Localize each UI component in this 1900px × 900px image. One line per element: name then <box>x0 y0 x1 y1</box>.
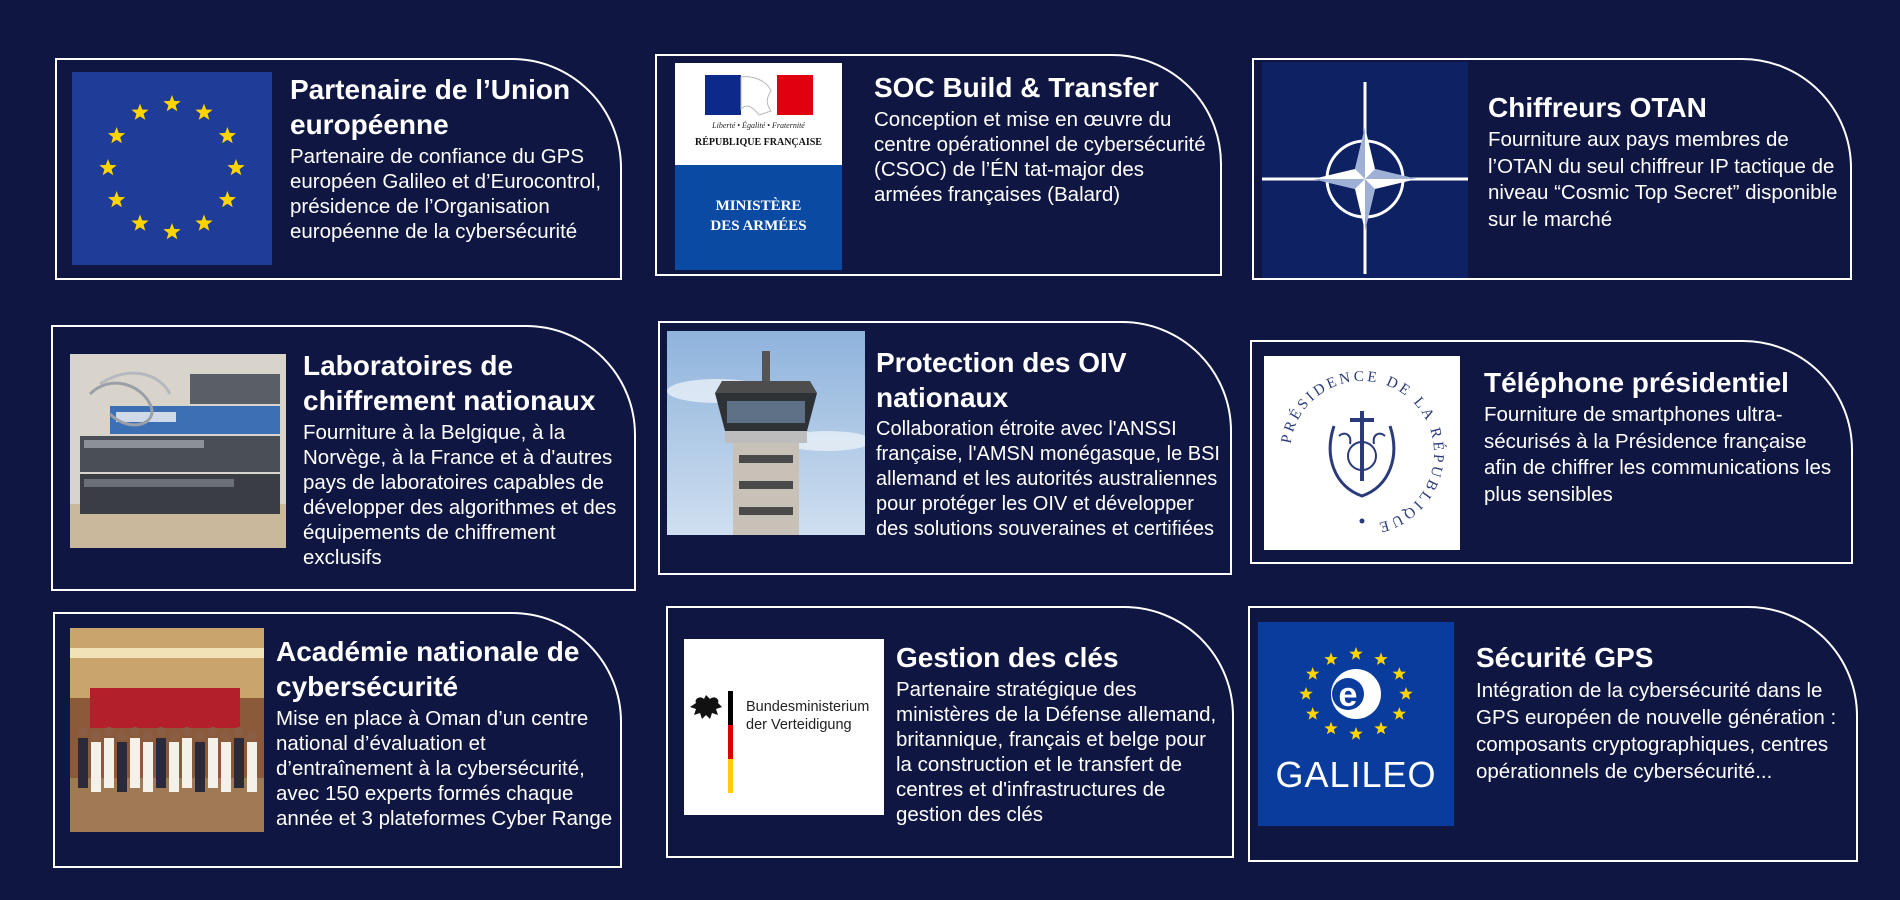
nato-emblem-image <box>1262 62 1468 280</box>
person-head <box>182 727 192 737</box>
ministry-name-line2: der Verteidigung <box>746 717 852 733</box>
equipment-photo-icon <box>70 354 286 548</box>
card-title: Chiffreurs OTAN <box>1488 92 1707 123</box>
galileo-brand-text: GALILEO <box>1275 754 1437 795</box>
card-description: Fourniture aux pays membres de l’OTAN du seul chiffreur IP tactique de niveau “Cosmic Top Secret” disponible sur le marché <box>1488 128 1838 231</box>
person-figure <box>156 738 166 788</box>
person-head <box>221 731 231 741</box>
card-gps-security <box>1248 606 1858 862</box>
person-head <box>143 731 153 741</box>
card-description: Partenaire stratégique des ministères de la Défense allemand, britannique, français et belge pour la construction et le transfert de centres et d'infrastructures de gestion des clés <box>896 678 1217 826</box>
card-nato-encryptors <box>1252 58 1852 280</box>
presidence-seal-image <box>1264 356 1460 550</box>
card-title: Téléphone présidentiel <box>1484 367 1789 398</box>
control-tower-photo <box>667 331 865 535</box>
person-head <box>247 731 257 741</box>
person-figure <box>91 742 101 792</box>
person-head <box>195 731 205 741</box>
card-cyber-academy <box>53 612 622 868</box>
card-oiv-protection <box>658 321 1232 575</box>
person-head <box>130 727 140 737</box>
person-head <box>169 731 179 741</box>
person-figure <box>104 738 114 788</box>
card-description: Fourniture à la Belgique, à la Norvège, à la France et à d'autres pays de laboratoires capables de développer des algorithmes et des équipements de chiffrement exclusifs <box>303 421 617 569</box>
svg-text:PRÉSIDENCE DE LA RÉPUBLIQUE: PRÉSIDENCE DE LA RÉPUBLIQUE <box>1278 368 1447 536</box>
ministere-armees-logo <box>675 63 842 270</box>
presidence-seal-icon <box>1264 356 1460 550</box>
person-head <box>208 727 218 737</box>
person-figure <box>143 742 153 792</box>
person-figure <box>169 742 179 792</box>
person-head <box>234 727 244 737</box>
card-title: Gestion des clés <box>896 642 1119 673</box>
card-title: SOC Build & Transfer <box>874 72 1159 103</box>
person-figure <box>208 738 218 788</box>
control-tower-icon <box>667 331 865 535</box>
bundesministerium-logo <box>684 639 884 815</box>
svg-text:e: e <box>1338 676 1358 714</box>
card-description: Mise en place à Oman d’un centre national d’évaluation et d’entraînement à la cybersécurité, avec 150 experts formés chaque année et 3 plateformes Cyber Range <box>276 707 613 830</box>
person-head <box>78 727 88 737</box>
person-figure <box>130 738 140 788</box>
card-title: Protection des OIV nationaux <box>876 347 1127 413</box>
galileo-logo-image <box>1258 622 1454 826</box>
nato-star-icon <box>1262 62 1468 280</box>
ministry-line2: DES ARMÉES <box>710 218 807 234</box>
card-eu-partner <box>55 58 622 280</box>
academy-group-photo <box>70 628 264 832</box>
person-head <box>104 727 114 737</box>
ministry-line1: MINISTÈRE <box>715 198 802 214</box>
card-key-management <box>666 606 1234 858</box>
card-title: Laboratoires de chiffrement nationaux <box>303 350 596 416</box>
person-figure <box>117 742 127 792</box>
card-national-labs <box>51 325 636 591</box>
person-figure <box>182 738 192 788</box>
republic-text: RÉPUBLIQUE FRANÇAISE <box>695 137 822 148</box>
card-description: Fourniture de smartphones ultra-sécurisés à la Présidence française afin de chiffrer les communications les plus sensibles <box>1484 403 1832 506</box>
card-description: Partenaire de confiance du GPS européen Galileo et d’Eurocontrol, présidence de l’Organisation européenne de la cybersécurité <box>290 145 602 243</box>
person-figure <box>78 738 88 788</box>
card-description: Collaboration étroite avec l'ANSSI française, l'AMSN monégasque, le BSI allemand et les autorités australiennes pour protéger les OIV et développer des solutions souveraines et certifiées <box>876 418 1220 540</box>
person-figure <box>234 738 244 788</box>
person-head <box>91 731 101 741</box>
eu-flag-image <box>72 72 272 265</box>
person-figure <box>247 742 257 792</box>
card-description: Intégration de la cybersécurité dans le GPS européen de nouvelle génération : composants cryptographiques, centres opérationnels de cybersécurité... <box>1476 679 1837 783</box>
person-head <box>117 731 127 741</box>
card-title: Académie nationale de cybersécurité <box>276 636 580 702</box>
card-presidential-phone <box>1250 340 1853 564</box>
group-photo-icon <box>70 628 264 832</box>
person-figure <box>195 742 205 792</box>
eu-flag-icon <box>72 72 272 265</box>
card-title: Partenaire de l’Union européenne <box>290 74 571 140</box>
card-title: Sécurité GPS <box>1476 642 1654 673</box>
marianne-logo-icon <box>675 63 842 270</box>
card-description: Conception et mise en œuvre du centre opérationnel de cybersécurité (CSOC) de l’ÉN tat-major des armées françaises (Balard) <box>874 108 1206 206</box>
encryption-equipment-photo <box>70 354 286 548</box>
person-figure <box>221 742 231 792</box>
card-soc-build-transfer <box>655 54 1222 276</box>
person-head <box>156 727 166 737</box>
ministry-name-line1: Bundesministerium <box>746 699 870 715</box>
motto-text: Liberté • Égalité • Fraternité <box>712 121 805 130</box>
